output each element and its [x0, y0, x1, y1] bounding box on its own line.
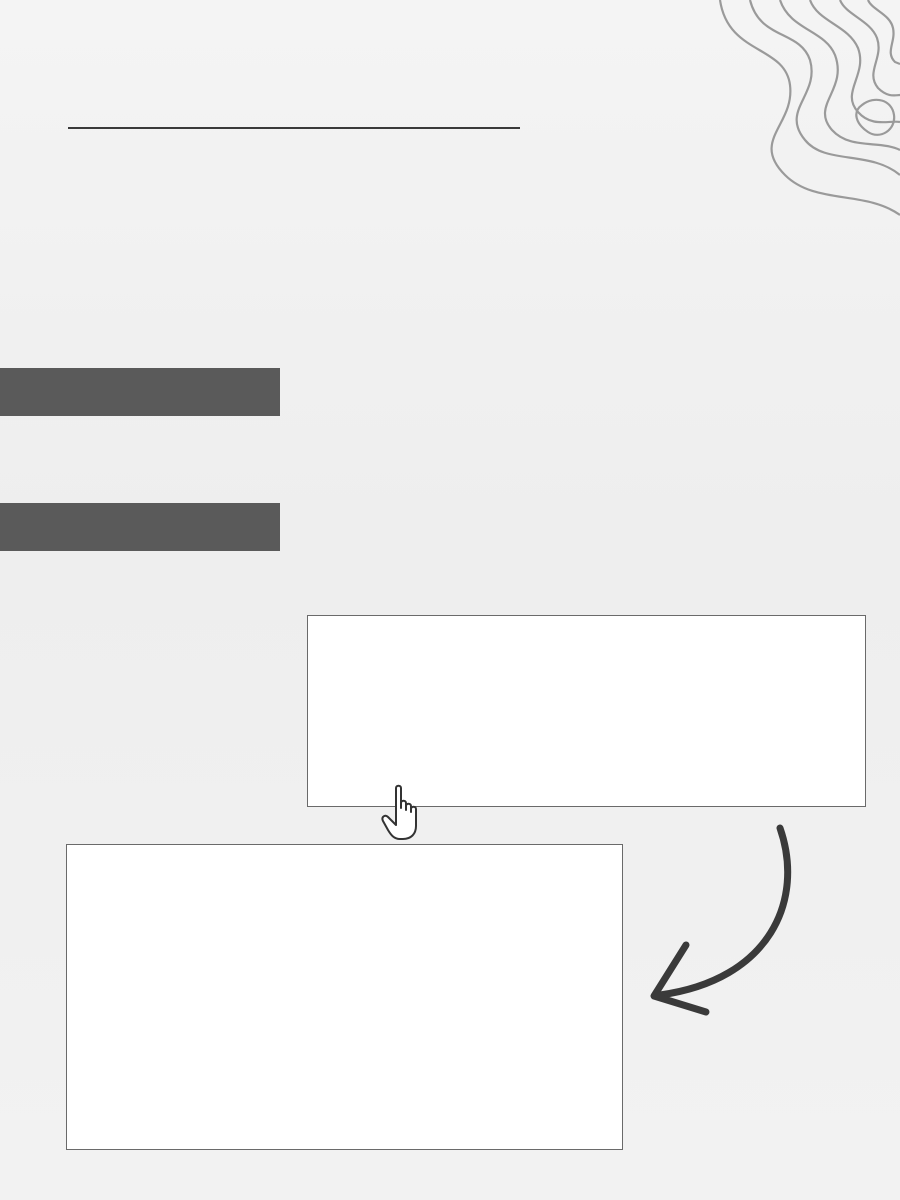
winter-density-label: [0, 368, 280, 416]
spring-density-label: [0, 503, 280, 551]
pointing-hand-icon: [380, 784, 426, 842]
topographic-lines-decoration: [600, 0, 900, 240]
size-table-collapsed: [307, 615, 866, 807]
heading-underline: [68, 127, 520, 129]
size-table-expanded: [66, 844, 623, 1150]
curved-arrow-icon: [640, 820, 820, 1020]
